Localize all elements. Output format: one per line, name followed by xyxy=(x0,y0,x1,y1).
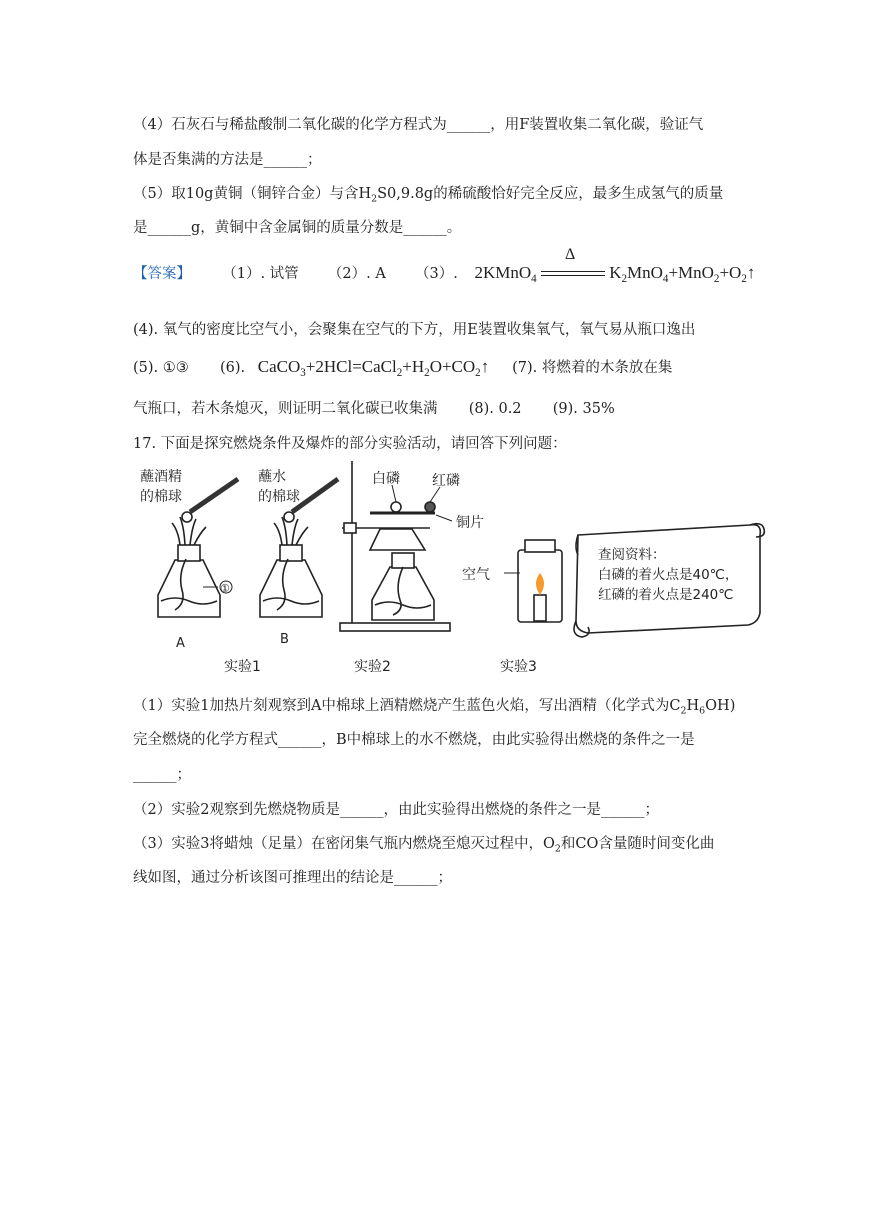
answer-tag: 【答案】 xyxy=(133,266,191,282)
label-alcohol-line-1: 蘸酒精 xyxy=(140,469,182,485)
gas-arrow-icon: ↑ xyxy=(746,263,756,282)
scroll-line-1: 白磷的着火点是40℃， xyxy=(598,567,739,583)
answer-line-5-7: (5). ①③ (6). $CaCO_3+2HCl=CaCl_2+H_2O+CO_2↑$ (7). 将燃着的木条放在集 xyxy=(133,357,673,379)
label-water-line-2: 的棉球 xyxy=(258,489,300,505)
question-17-title: 17. 下面是探究燃烧条件及爆炸的部分实验活动，请回答下列问题： xyxy=(133,436,567,452)
question-17-part-1-line-2: 完全燃烧的化学方程式______，B中棉球上的水不燃烧，由此实验得出燃烧的条件之一是 xyxy=(133,732,695,748)
label-b: B xyxy=(280,632,289,647)
question-5-line-1: （5）取10g黄铜（铜锌合金）与含$H_2S0,9.8g$的稀硫酸恰好完全反应，最多生成氢气的质量 xyxy=(133,186,724,205)
reaction-arrow: Δ xyxy=(541,270,605,278)
equation-kmno4: 2KMnO$_4$ Δ $K_2MnO_4+MnO_2+O_2↑$ xyxy=(474,246,756,285)
question-17-part-3-line-2: 线如图，通过分析该图可推理出的结论是______； xyxy=(133,870,452,886)
answer-line-7-9: 气瓶口，若木条熄灭，则证明二氧化碳已收集满 (8). 0.2 (9). 35% xyxy=(133,401,615,417)
scroll-title: 查阅资料： xyxy=(598,547,666,563)
label-water-line-1: 蘸水 xyxy=(258,469,286,485)
question-5-line-2: 是______g，黄铜中含金属铜的质量分数是______。 xyxy=(133,220,462,236)
caption-experiment-3: 实验3 xyxy=(500,659,537,675)
question-17-part-3-line-1: （3）实验3将蜡烛（足量）在密闭集气瓶内燃烧至熄灭过程中，$O_2$和CO含量随时间变化曲 xyxy=(133,836,715,855)
gas-arrow-icon: ↑ xyxy=(480,357,490,376)
answer-line-1: 【答案】 （1）. 试管 （2）. A （3）. 2KMnO$_4$ Δ $K_2MnO_4+MnO_2+O_2↑$ xyxy=(133,246,756,285)
answer-4: (4). 氧气的密度比空气小，会聚集在空气的下方，用E装置收集氧气，氧气易从瓶口逸出 xyxy=(133,322,696,338)
scroll-line-2: 红磷的着火点是240℃ xyxy=(598,587,734,603)
label-white-phosphorus: 白磷 xyxy=(372,471,400,487)
equation-caco3: $CaCO_3+2HCl=CaCl_2+H_2O+CO_2↑$ xyxy=(257,357,490,379)
marker-1: ① xyxy=(220,582,230,595)
label-air: 空气 xyxy=(462,567,490,583)
label-red-phosphorus: 红磷 xyxy=(432,473,460,489)
question-17-part-1-line-3: ______； xyxy=(133,767,191,783)
label-a: A xyxy=(176,636,185,651)
question-4-line-1: （4）石灰石与稀盐酸制二氧化碳的化学方程式为______，用F装置收集二氧化碳，验证气 xyxy=(133,117,704,133)
experiment-figure xyxy=(130,455,770,680)
caption-experiment-2: 实验2 xyxy=(354,659,391,675)
caption-experiment-1: 实验1 xyxy=(224,659,261,675)
question-4-line-2: 体是否集满的方法是______； xyxy=(133,152,322,168)
gas-jar-candle xyxy=(504,540,562,622)
question-17-part-2: （2）实验2观察到先燃烧物质是______，由此实验得出燃烧的条件之一是______； xyxy=(133,802,659,818)
question-17-part-1-line-1: （1）实验1加热片刻观察到A中棉球上酒精燃烧产生蓝色火焰，写出酒精（化学式为$C_2H_6OH$) xyxy=(133,698,736,717)
label-copper-sheet: 铜片 xyxy=(456,515,484,531)
label-alcohol-line-2: 的棉球 xyxy=(140,489,182,505)
